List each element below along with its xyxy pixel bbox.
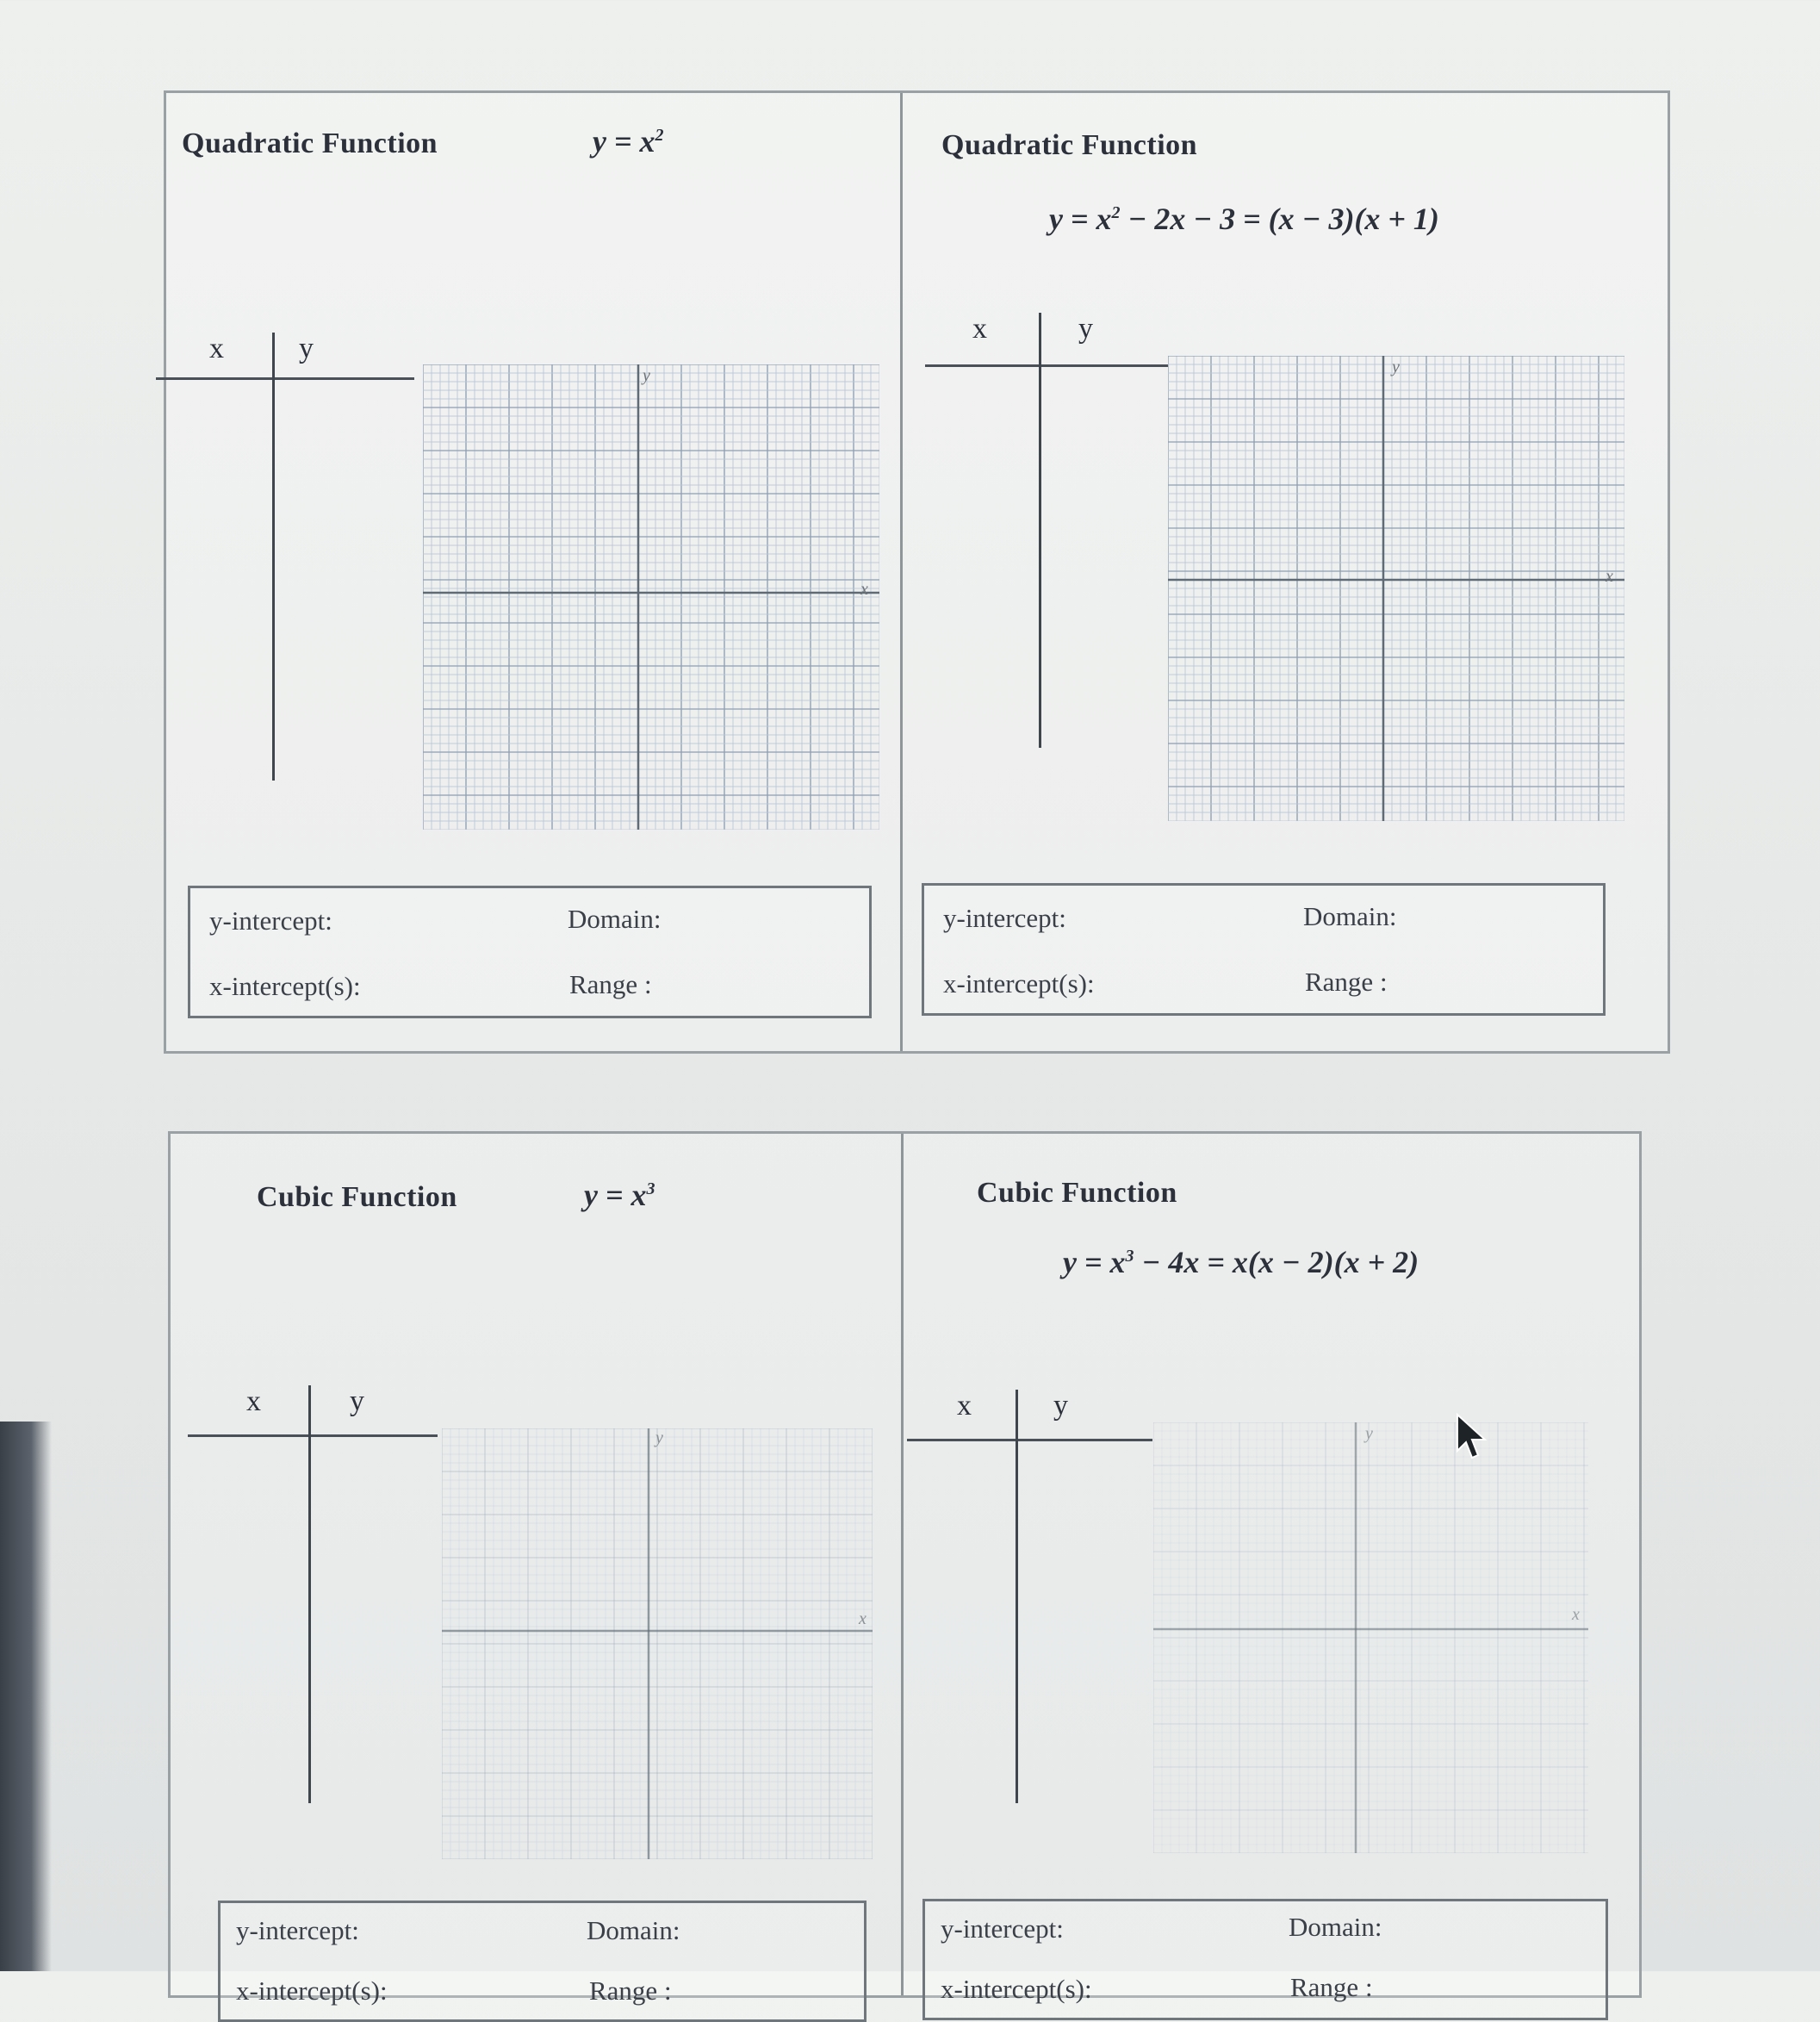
- y-intercept-label: y-intercept:: [209, 905, 332, 936]
- table-divider: [1016, 1390, 1018, 1803]
- cubic-section: [168, 1131, 1642, 2006]
- coordinate-grid: [423, 364, 879, 830]
- equation-lhs: y = x: [584, 1178, 647, 1212]
- table-header-line: [188, 1434, 438, 1437]
- x-column-header: x: [957, 1390, 972, 1422]
- x-axis-label: x: [859, 1609, 867, 1628]
- grid-svg: [1168, 356, 1624, 821]
- panel-quadratic-basic: [166, 93, 903, 1051]
- x-column-header: x: [972, 313, 987, 345]
- answer-box: [218, 1901, 867, 2022]
- coordinate-grid: [1168, 356, 1624, 821]
- x-intercepts-label: x-intercept(s):: [236, 1975, 388, 2006]
- y-column-header: y: [299, 333, 314, 364]
- coordinate-grid: [1153, 1422, 1588, 1853]
- equation-lhs: y = x: [1063, 1245, 1126, 1279]
- grid-svg: [1153, 1422, 1588, 1853]
- xy-table: [907, 1390, 1152, 1803]
- xy-table: [156, 333, 414, 781]
- domain-label: Domain:: [587, 1915, 680, 1945]
- function-title: Quadratic Function: [182, 128, 438, 159]
- mouse-pointer-icon: [1456, 1413, 1490, 1461]
- y-axis-label: y: [1365, 1424, 1373, 1443]
- x-intercepts-label: x-intercept(s):: [943, 968, 1095, 999]
- equation-exponent: 2: [1111, 203, 1121, 222]
- quadratic-section: [164, 90, 1670, 1054]
- y-axis-label: y: [1392, 358, 1400, 376]
- equation-lhs: y = x: [593, 124, 655, 159]
- equation-rest: − 4x = x(x − 2)(x + 2): [1134, 1245, 1419, 1279]
- grid-svg: [423, 364, 879, 830]
- equation-exponent: 3: [1125, 1247, 1134, 1266]
- table-divider: [1039, 313, 1041, 748]
- domain-label: Domain:: [1289, 1912, 1382, 1942]
- y-intercept-label: y-intercept:: [236, 1915, 359, 1945]
- panel-quadratic-factored: [903, 93, 1668, 1051]
- function-equation: [584, 1177, 655, 1213]
- range-label: Range :: [589, 1975, 672, 2006]
- table-header-line: [907, 1439, 1152, 1441]
- x-axis-label: x: [1606, 567, 1613, 586]
- range-label: Range :: [1290, 1972, 1373, 2002]
- y-intercept-label: y-intercept:: [943, 903, 1066, 933]
- range-label: Range :: [1305, 967, 1388, 997]
- function-title: Cubic Function: [977, 1177, 1177, 1209]
- x-axis-label: x: [860, 580, 868, 599]
- y-column-header: y: [350, 1385, 364, 1417]
- x-column-header: x: [246, 1385, 261, 1417]
- function-equation: [1049, 201, 1439, 237]
- panel-cubic-factored: [904, 1134, 1639, 2004]
- y-axis-label: y: [655, 1428, 663, 1447]
- answer-box: [188, 886, 872, 1018]
- table-header-line: [156, 377, 414, 380]
- xy-table: [925, 313, 1168, 748]
- coordinate-grid: [442, 1428, 873, 1859]
- function-title: Cubic Function: [257, 1181, 457, 1213]
- range-label: Range :: [569, 969, 652, 999]
- domain-label: Domain:: [568, 904, 662, 934]
- function-title: Quadratic Function: [941, 129, 1198, 161]
- monitor-bezel: [0, 1422, 52, 1971]
- xy-table: [188, 1385, 438, 1803]
- equation-exponent: 2: [655, 126, 664, 145]
- domain-label: Domain:: [1303, 901, 1397, 931]
- x-intercepts-label: x-intercept(s):: [209, 971, 361, 1001]
- function-equation: [593, 123, 664, 159]
- panel-cubic-basic: [171, 1134, 904, 2006]
- equation-exponent: 3: [646, 1179, 655, 1198]
- y-intercept-label: y-intercept:: [941, 1913, 1064, 1944]
- table-divider: [272, 333, 275, 781]
- function-equation: [1063, 1244, 1419, 1280]
- y-column-header: y: [1078, 313, 1093, 345]
- worksheet: [129, 60, 1680, 2006]
- y-axis-label: y: [643, 366, 650, 385]
- x-axis-label: x: [1572, 1605, 1580, 1624]
- grid-svg: [442, 1428, 873, 1859]
- equation-rest: − 2x − 3 = (x − 3)(x + 1): [1120, 202, 1439, 236]
- y-column-header: y: [1053, 1390, 1068, 1422]
- table-divider: [308, 1385, 311, 1803]
- table-header-line: [925, 364, 1168, 367]
- x-column-header: x: [209, 333, 224, 364]
- x-intercepts-label: x-intercept(s):: [941, 1974, 1092, 2004]
- answer-box: [922, 883, 1606, 1016]
- answer-box: [922, 1899, 1608, 2020]
- equation-lhs: y = x: [1049, 202, 1112, 236]
